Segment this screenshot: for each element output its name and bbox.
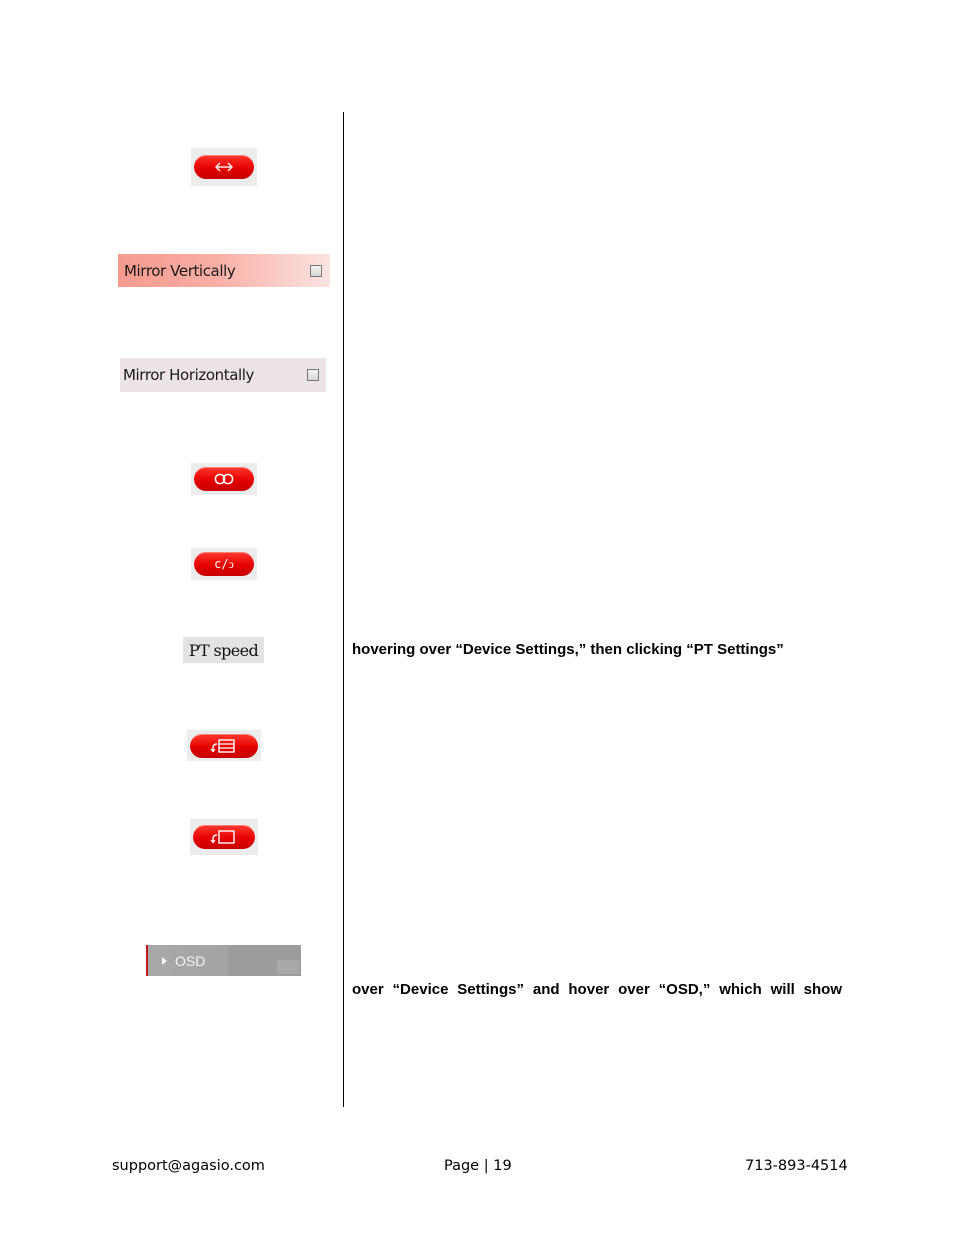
call-preset-icon (210, 829, 238, 845)
page-number: 19 (493, 1158, 512, 1174)
mirror-horizontally-row (120, 358, 326, 392)
call-preset-tile (190, 819, 258, 855)
mirror-vertically-row (118, 254, 330, 287)
pt-speed-label-box (183, 637, 264, 663)
mirror-horizontally-label: Mirror Horizontally (123, 366, 254, 384)
pt-speed-label: PT speed (188, 640, 259, 660)
horizontal-cruise-tile (191, 148, 257, 186)
horizontal-cruise-button[interactable] (194, 155, 254, 179)
set-preset-icon (210, 738, 238, 754)
set-preset-button[interactable] (190, 734, 258, 758)
page-label: Page (444, 1158, 480, 1174)
footer-page-number (444, 1158, 512, 1174)
osd-menu-corner (277, 960, 299, 974)
mirror-vertically-label: Mirror Vertically (124, 261, 236, 280)
infinity-loop-icon (214, 473, 234, 485)
mirror-vertically-checkbox[interactable] (310, 265, 322, 277)
mirror-horizontally-checkbox[interactable] (307, 369, 319, 381)
osd-menu-item[interactable] (146, 945, 301, 976)
page-separator: | (483, 1158, 489, 1174)
osd-instruction: over “Device Settings” and hover over “OSD,” which will show (352, 981, 842, 998)
footer-phone: 713-893-4514 (745, 1158, 848, 1174)
continuous-rotation-tile (191, 463, 257, 495)
stop-cruise-icon: c/ↄ (214, 556, 234, 571)
stop-cruise-tile (191, 548, 257, 580)
call-preset-button[interactable] (193, 825, 255, 849)
set-preset-tile (187, 730, 261, 761)
stop-cruise-button[interactable] (194, 552, 254, 576)
continuous-rotation-button[interactable] (194, 467, 254, 491)
footer-email: support@agasio.com (112, 1158, 265, 1174)
column-divider (343, 112, 344, 1107)
double-arrow-icon (212, 161, 236, 173)
pt-settings-instruction: hovering over “Device Settings,” then clicking “PT Settings” (352, 641, 784, 658)
osd-menu-label: OSD (175, 952, 206, 969)
expand-arrow-icon (162, 957, 167, 965)
